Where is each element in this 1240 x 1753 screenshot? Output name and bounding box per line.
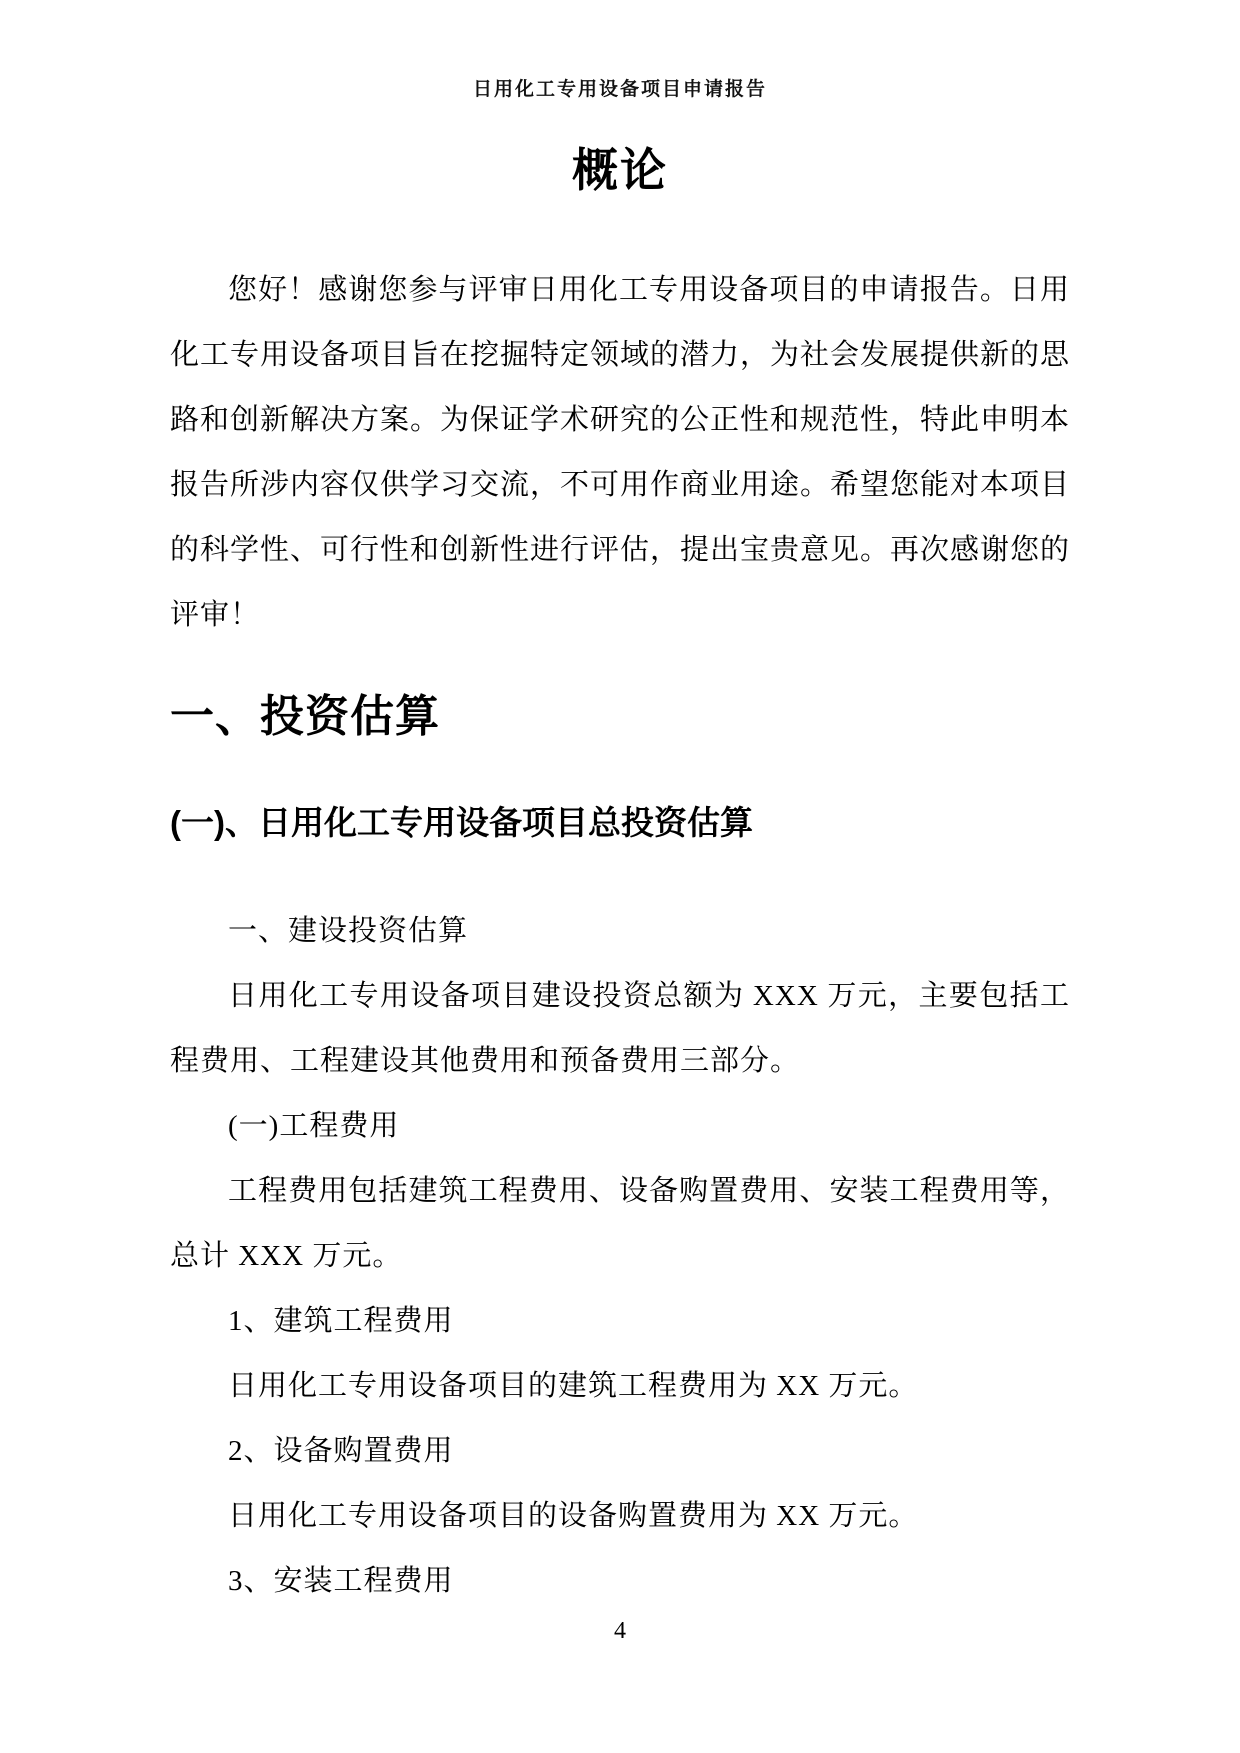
body-sections: [170, 899, 1070, 1614]
paragraph-building-cost-detail: 日用化工专用设备项目的建筑工程费用为 XX 万元。: [228, 1370, 919, 1402]
section-heading-investment-estimate: 一、投资估算: [170, 692, 440, 741]
page-number: 4: [614, 1618, 626, 1644]
paragraph-building-cost-heading: 1、建筑工程费用: [228, 1305, 454, 1337]
page-title: 概论: [572, 144, 668, 196]
paragraph-construction-investment-total: 日用化工专用设备项目建设投资总额为 XXX 万元，主要包括工程费用、工程建设其他费用和预备费用三部分。: [170, 980, 1070, 1077]
running-header: 日用化工专用设备项目申请报告: [472, 79, 767, 100]
paragraph-installation-cost-heading: 3、安装工程费用: [228, 1565, 454, 1597]
paragraph-construction-investment-heading: 一、建设投资估算: [228, 915, 469, 947]
paragraph-engineering-cost-heading: (一)工程费用: [228, 1110, 400, 1142]
paragraph-equipment-cost-detail: 日用化工专用设备项目的设备购置费用为 XX 万元。: [228, 1500, 919, 1532]
subsection-heading-total-investment: (一)、日用化工专用设备项目总投资估算: [170, 804, 753, 841]
paragraph-equipment-cost-heading: 2、设备购置费用: [228, 1435, 454, 1467]
paragraph-engineering-cost-detail: 工程费用包括建筑工程费用、设备购置费用、安装工程费用等，总计 XXX 万元。: [170, 1175, 1070, 1272]
intro-paragraph: 您好！感谢您参与评审日用化工专用设备项目的申请报告。日用化工专用设备项目旨在挖掘特定领域的潜力，为社会发展提供新的思路和创新解决方案。为保证学术研究的公正性和规范性，特此申明本报告所涉内容仅供学习交流，不可用作商业用途。希望您能对本项目的科学性、可行性和创新性进行评估，提出宝贵意见。再次感谢您的评审！: [170, 274, 1071, 631]
